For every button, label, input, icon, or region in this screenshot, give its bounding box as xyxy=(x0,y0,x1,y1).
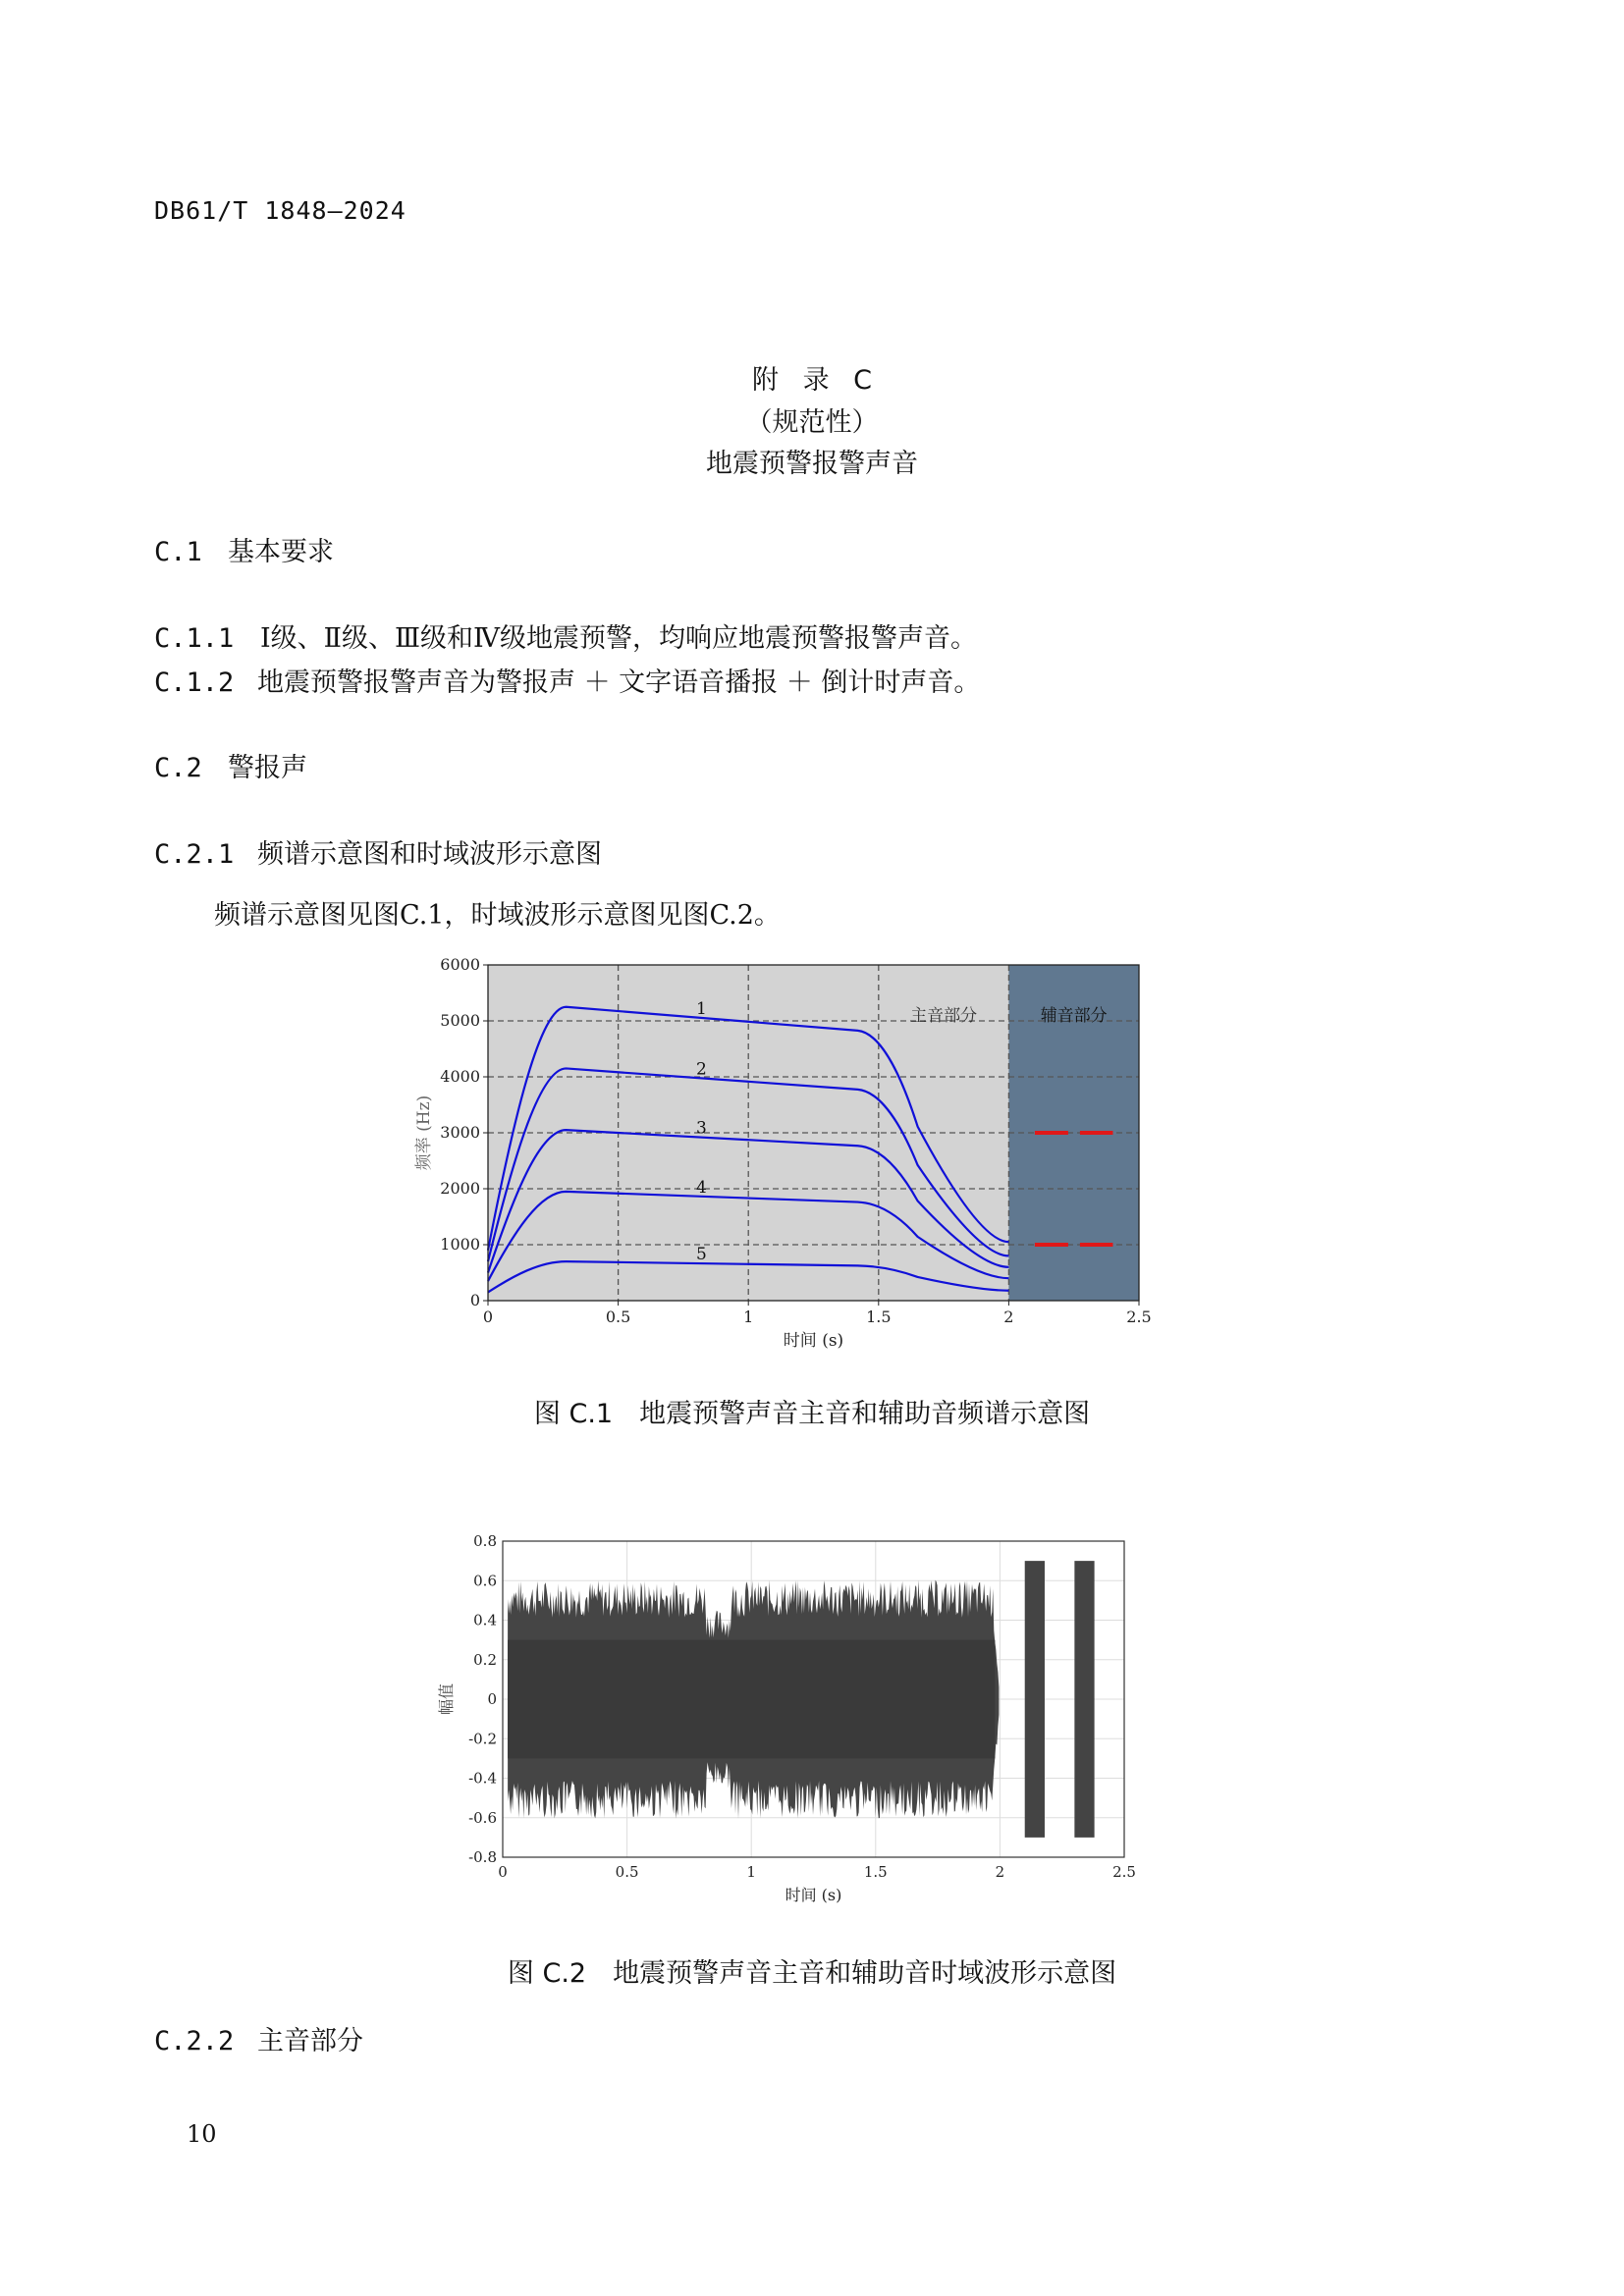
y-tick-label: 2000 xyxy=(440,1179,480,1198)
x-tick-label: 2.5 xyxy=(1126,1308,1152,1326)
appendix-subject: 地震预警报警声音 xyxy=(706,449,918,479)
x-tick-label: 1 xyxy=(746,1863,756,1881)
series-label-1: 1 xyxy=(696,998,707,1019)
y-tick-label: -0.8 xyxy=(468,1848,497,1866)
y-tick-label: 5000 xyxy=(440,1011,480,1030)
series-label-5: 5 xyxy=(696,1245,707,1265)
section-title: 基本要求 xyxy=(228,537,334,567)
figure-c1 xyxy=(378,940,1222,1353)
section-number: C.1.1 xyxy=(154,623,235,654)
section-number: C.2.1 xyxy=(154,839,235,870)
section-number: C.2.2 xyxy=(154,2026,235,2056)
x-tick-label: 1.5 xyxy=(863,1863,888,1881)
y-tick-label: 3000 xyxy=(440,1123,480,1142)
page-number: 10 xyxy=(187,2120,217,2148)
x-tick-label: 0 xyxy=(482,1308,494,1326)
section-title: 频谱示意图和时域波形示意图 xyxy=(257,839,602,870)
section-number: C.2 xyxy=(154,753,202,783)
x-tick-label: 0 xyxy=(498,1863,508,1881)
section-title: 主音部分 xyxy=(257,2026,363,2056)
y-tick-label: 0.4 xyxy=(473,1611,497,1629)
y-axis-label: 频率 (Hz) xyxy=(414,1095,434,1171)
section-c2-2 xyxy=(154,2019,363,2057)
appendix-nature: （规范性） xyxy=(745,407,879,438)
aux-tone-burst-1 xyxy=(1025,1561,1045,1838)
y-tick-label: 0 xyxy=(487,1690,497,1708)
section-title: 警报声 xyxy=(228,753,307,783)
section-number: C.1 xyxy=(154,537,202,567)
appendix-title: 附 录 C xyxy=(751,365,873,396)
body-paragraph: 频谱示意图见图C.1，时域波形示意图见图C.2。 xyxy=(214,900,781,931)
y-tick-label: 4000 xyxy=(440,1067,480,1086)
series-label-3: 3 xyxy=(696,1118,707,1139)
figure-c2-caption: 图 C.2 地震预警声音主音和辅助音时域波形示意图 xyxy=(507,1958,1117,1989)
section-text: 地震预警报警声音为警报声 ＋ 文字语音播报 ＋ 倒计时声音。 xyxy=(257,667,981,698)
x-tick-label: 1 xyxy=(743,1308,754,1326)
region-label-main: 主音部分 xyxy=(910,1006,978,1026)
waveform-chart xyxy=(398,1507,1203,1909)
x-tick-label: 1.5 xyxy=(866,1308,892,1326)
aux-tone-burst-2 xyxy=(1074,1561,1094,1838)
main-tone-core xyxy=(508,1640,995,1759)
section-c2 xyxy=(154,746,307,784)
series-label-2: 2 xyxy=(696,1059,707,1080)
y-tick-label: 0.6 xyxy=(473,1572,497,1590)
section-number: C.1.2 xyxy=(154,667,235,698)
figure-c2 xyxy=(398,1507,1203,1909)
y-tick-label: -0.2 xyxy=(468,1730,497,1748)
section-text: Ⅰ级、Ⅱ级、Ⅲ级和Ⅳ级地震预警，均响应地震预警报警声音。 xyxy=(260,623,978,654)
y-axis-label: 幅值 xyxy=(437,1682,456,1716)
document-id: DB61/T 1848—2024 xyxy=(154,196,406,225)
section-c1-1 xyxy=(154,616,977,655)
y-tick-label: 0.8 xyxy=(473,1532,497,1550)
x-axis-label: 时间 (s) xyxy=(785,1886,842,1904)
x-tick-label: 2.5 xyxy=(1112,1863,1136,1881)
y-tick-label: -0.4 xyxy=(468,1769,497,1788)
y-tick-label: 1000 xyxy=(440,1235,480,1254)
figure-c1-caption: 图 C.1 地震预警声音主音和辅助音频谱示意图 xyxy=(533,1399,1091,1429)
section-c1-2 xyxy=(154,661,980,699)
series-label-4: 4 xyxy=(696,1177,707,1198)
section-c2-1 xyxy=(154,832,602,871)
spectrum-chart xyxy=(378,940,1222,1353)
x-tick-label: 0.5 xyxy=(605,1308,631,1326)
x-tick-label: 0.5 xyxy=(615,1863,639,1881)
y-tick-label: 0.2 xyxy=(473,1650,497,1669)
y-tick-label: -0.6 xyxy=(468,1808,497,1827)
x-tick-label: 2 xyxy=(995,1863,1005,1881)
region-label-aux: 辅音部分 xyxy=(1040,1006,1108,1026)
x-axis-label: 时间 (s) xyxy=(783,1331,844,1351)
y-tick-label: 6000 xyxy=(440,955,480,974)
y-tick-label: 0 xyxy=(469,1291,480,1309)
section-c1 xyxy=(154,530,334,568)
x-tick-label: 2 xyxy=(1003,1308,1014,1326)
